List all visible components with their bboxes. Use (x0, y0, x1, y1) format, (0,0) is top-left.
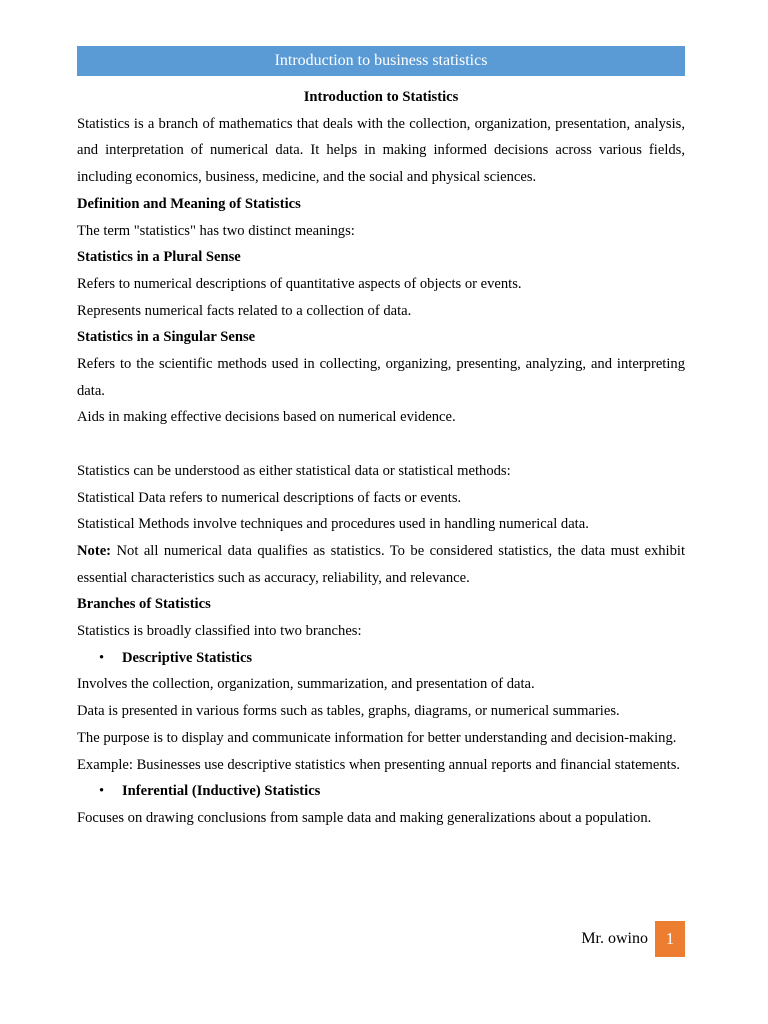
plural-heading: Statistics in a Plural Sense (77, 249, 241, 266)
branches-text: Statistics is broadly classified into two branches: (77, 623, 362, 640)
bullet-descriptive (77, 645, 685, 672)
intro-paragraph: Statistics is a branch of mathematics that deals with the collection, organization, presentation, analysis, and interpretation of numerical data. It helps in making informed decisions across various fields, including economics, business, medicine, and the social and physical sciences. (77, 115, 685, 186)
document-body (77, 84, 685, 832)
note-paragraph (77, 538, 685, 591)
descriptive-example: Example: Businesses use descriptive statistics when presenting annual reports and financial statements. (77, 756, 681, 773)
bullet-inferential (77, 778, 685, 805)
statistical-data-text: Statistical Data refers to numerical descriptions of facts or events. (77, 489, 462, 506)
singular-text-1: Refers to the scientific methods used in collecting, organizing, presenting, analyzing, and interpreting data. (77, 356, 685, 399)
descriptive-text-1: Involves the collection, organization, summarization, and presentation of data. (77, 676, 535, 693)
descriptive-heading: Descriptive Statistics (122, 649, 253, 666)
bullet-dot-icon: • (99, 783, 105, 800)
blank-line (77, 431, 685, 458)
statistical-methods-text: Statistical Methods involve techniques and procedures used in handling numerical data. (77, 516, 589, 533)
descriptive-text-2: Data is presented in various forms such as tables, graphs, diagrams, or numerical summaries. (77, 703, 620, 720)
inferential-heading: Inferential (Inductive) Statistics (122, 783, 321, 800)
footer-author: Mr. owino (581, 930, 648, 947)
plural-text-1: Refers to numerical descriptions of quantitative aspects of objects or events. (77, 275, 522, 292)
definition-text: The term "statistics" has two distinct meanings: (77, 222, 355, 239)
note-text: Not all numerical data qualifies as statistics. To be considered statistics, the data must exhibit essential characteristics such as accuracy, reliability, and relevance. (77, 542, 685, 586)
note-label: Note: (77, 542, 112, 559)
branches-heading: Branches of Statistics (77, 596, 211, 613)
header-title: Introduction to business statistics (274, 52, 488, 69)
understood-text: Statistics can be understood as either statistical data or statistical methods: (77, 462, 511, 479)
descriptive-text-3: The purpose is to display and communicate information for better understanding and decision-making. (77, 729, 677, 746)
page-header (77, 46, 685, 76)
inferential-text-1: Focuses on drawing conclusions from sample data and making generalizations about a population. (77, 809, 652, 826)
singular-heading: Statistics in a Singular Sense (77, 329, 256, 346)
singular-text-2: Aids in making effective decisions based on numerical evidence. (77, 409, 456, 426)
definition-heading: Definition and Meaning of Statistics (77, 195, 301, 212)
document-heading: Introduction to Statistics (303, 89, 459, 105)
plural-text-2: Represents numerical facts related to a collection of data. (77, 302, 412, 319)
bullet-dot-icon: • (99, 649, 105, 666)
page-number: 1 (655, 921, 685, 957)
